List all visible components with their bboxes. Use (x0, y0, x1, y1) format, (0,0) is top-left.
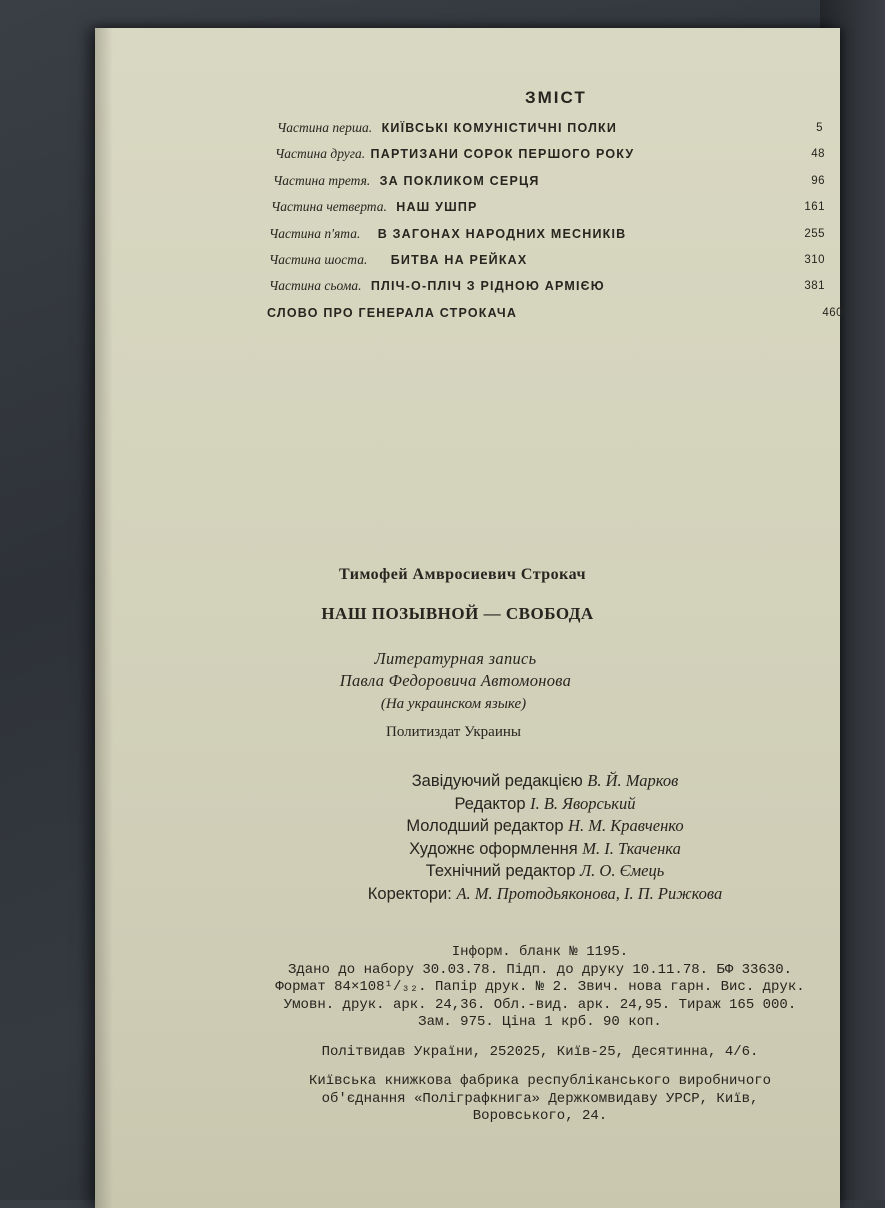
toc-item (265, 305, 843, 331)
spacer (220, 1032, 860, 1044)
book-page (95, 28, 843, 1208)
colophon-line: Умовн. друк. арк. 24,36. Обл.-вид. арк. 24,95. Тираж 165 000. (283, 996, 797, 1013)
toc-item-page: 310 (804, 253, 825, 266)
staff-name: В. Й. Марков (587, 771, 679, 790)
staff-role: Молодший редактор (406, 817, 564, 835)
toc-item-page: 161 (804, 201, 825, 214)
staff-row (285, 815, 805, 838)
toc-item-page: 255 (804, 227, 825, 240)
toc-item-page: 48 (811, 148, 825, 161)
toc-item-part: Частина шоста. (269, 251, 368, 267)
toc-item (265, 226, 825, 252)
toc-item-name: НАШ УШПР (396, 200, 478, 215)
toc-item (265, 173, 825, 199)
toc-item-part: Частина друга. (275, 146, 366, 162)
toc-item-name: ЗА ПОКЛИКОМ СЕРЦЯ (379, 173, 540, 188)
toc-item-name: ПАРТИЗАНИ СОРОК ПЕРШОГО РОКУ (370, 147, 635, 162)
staff-name: А. М. Протодьяконова, І. П. Рижкова (456, 883, 723, 903)
staff-role: Редактор (454, 794, 526, 813)
staff-role: Технічний редактор (425, 862, 576, 880)
literary-credit (83, 648, 828, 692)
publisher-name: Политиздат Украины (386, 724, 521, 740)
staff-row (285, 860, 805, 883)
toc-item-name: В ЗАГОНАХ НАРОДНИХ МЕСНИКІВ (377, 226, 627, 241)
staff-row (285, 838, 805, 861)
toc-item-name: КИЇВСЬКІ КОМУНІСТИЧНІ ПОЛКИ (381, 121, 618, 135)
colophon-printer: Київська книжкова фабрика республіканського виробничого (308, 1073, 772, 1089)
colophon-address: Політвидав України, 252025, Київ-25, Десятинна, 4/6. (321, 1043, 759, 1060)
toc-item-page: 460 (822, 306, 843, 319)
literary-credit-line-1: Литературная запись (374, 649, 537, 668)
toc-item-page: 96 (811, 174, 825, 187)
staff-row (285, 770, 805, 793)
literary-credit-line-2: Павла Федоровича Автомонова (339, 671, 572, 690)
staff-name: І. В. Яворський (530, 793, 636, 813)
toc-item-part: Частина сьома. (269, 278, 362, 294)
toc-item (265, 199, 825, 225)
staff-name: Л. О. Ємець (580, 861, 665, 880)
toc-item-page: 5 (816, 122, 823, 134)
staff-row (285, 793, 805, 816)
toc-item (265, 120, 825, 146)
colophon (220, 944, 860, 1126)
spacer (220, 1061, 860, 1073)
colophon-line: Зам. 975. Ціна 1 крб. 90 коп. (418, 1014, 662, 1030)
toc-title: ЗМІСТ (525, 88, 587, 107)
colophon-printer: об'єднання «Поліграфкнига» Держкомвидаву УРСР, Київ, (321, 1090, 759, 1107)
staff-role: Художнє оформлення (409, 839, 578, 858)
book-author: Тимофей Амвросиевич Строкач (338, 566, 587, 583)
toc-item-name: БИТВА НА РЕЙКАХ (390, 252, 528, 267)
staff-name: М. І. Ткаченка (582, 838, 681, 858)
toc-item (265, 252, 825, 278)
staff-role: Коректори: (367, 884, 452, 903)
toc-item-page: 381 (804, 280, 825, 293)
staff-name: Н. М. Кравченко (568, 816, 684, 835)
colophon-inform: Інформ. бланк № 1195. (451, 944, 629, 960)
staff-row (285, 883, 805, 906)
language-note: (На украинском языке) (380, 696, 527, 712)
colophon-line: Здано до набору 30.03.78. Підп. до друку 10.11.78. БФ 33630. (287, 961, 793, 978)
book-title: НАШ ПОЗЫВНОЙ — СВОБОДА (321, 604, 594, 623)
colophon-printer: Воровського, 24. (472, 1108, 608, 1124)
table-of-contents (265, 120, 843, 331)
toc-item-name: СЛОВО ПРО ГЕНЕРАЛА СТРОКАЧА (267, 305, 518, 320)
toc-item-part: Частина перша. (277, 120, 373, 135)
toc-item (265, 146, 825, 172)
toc-item-part: Частина четверта. (271, 199, 387, 215)
toc-item-name: ПЛІЧ-О-ПЛІЧ З РІДНОЮ АРМІЄЮ (370, 279, 605, 294)
staff-role: Завідуючий редакцією (411, 772, 583, 790)
toc-item-part: Частина третя. (273, 172, 371, 188)
toc-item (265, 278, 825, 304)
toc-item-part: Частина п'ята. (269, 225, 361, 241)
editorial-staff (285, 770, 805, 905)
colophon-line: Формат 84×108¹/₃₂. Папір друк. № 2. Звич. нова гарн. Вис. друк. (275, 979, 805, 995)
